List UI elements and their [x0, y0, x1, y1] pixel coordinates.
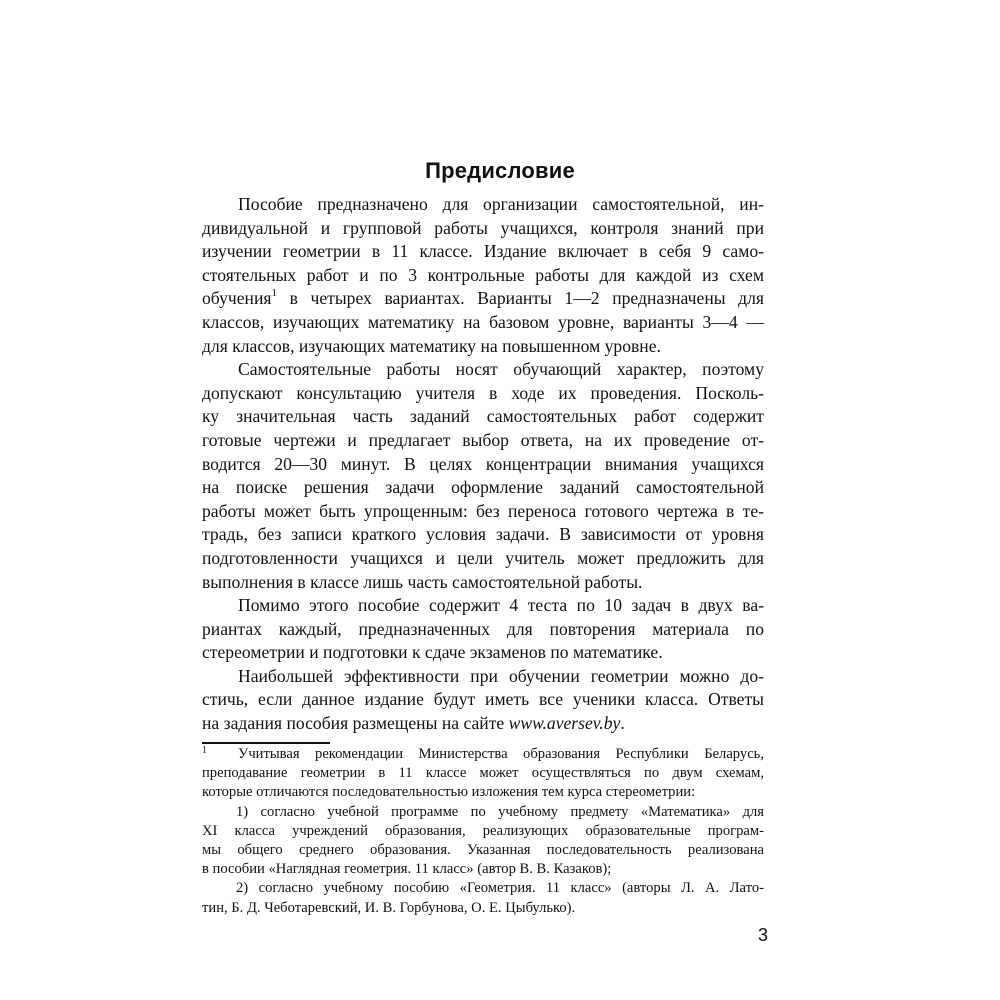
body-line: Самостоятельные работы носят обучающий характер, поэтому [238, 359, 764, 380]
website-address: www.aversev.by [508, 713, 621, 734]
body-text-fragment: на задания пособия размещены на сайте [202, 713, 509, 734]
body-line: Наибольшей эффективности при обучении геометрии можно до- [238, 665, 764, 686]
footnote-line: XI класса учреждений образования, реализующих образовательные програм- [202, 822, 764, 839]
body-line: Помимо этого пособие содержит 4 теста по 10 задач в двух ва- [238, 595, 764, 616]
body-line: Пособие предназначено для организации самостоятельной, ин- [238, 194, 764, 214]
body-line: работы может быть упрощенным: без переноса готового чертежа в те- [202, 500, 764, 521]
body-line: стоятельных работ и по 3 контрольные работы для каждой из схем [202, 264, 764, 285]
body-line: на поиске решения задачи оформление заданий самостоятельной [202, 477, 764, 498]
body-line: выполнения в классе лишь часть самостоятельной работы. [202, 571, 643, 592]
footnote-reference: 1 [271, 286, 277, 299]
body-line: стереометрии и подготовки к сдаче экзаменов по математике. [202, 642, 663, 663]
body-text-fragment: обучения [202, 288, 272, 309]
body-line: водится 20—30 минут. В целях концентрации внимания учащихся [202, 453, 764, 474]
body-line: допускают консультацию учителя в ходе их проведения. Посколь- [202, 382, 764, 403]
footnote-line: в пособии «Наглядная геометрия. 11 класс» (автор В. В. Казаков); [202, 861, 612, 878]
body-line: риантах каждый, предназначенных для повторения материала по [202, 618, 764, 639]
page-number: 3 [757, 925, 768, 945]
body-line-with-footnote-ref [202, 287, 764, 311]
body-line-with-website [202, 712, 764, 736]
body-line: ку значительная часть заданий самостоятельных работ содержит [202, 406, 764, 427]
page-title: Предисловие [425, 158, 575, 183]
body-line: подготовленности учащихся и цели учитель может предложить для [202, 547, 764, 568]
footnote-marker: 1 [202, 745, 207, 756]
footnote-text: Учитывая рекомендации Министерства образования Республики Беларусь, [238, 746, 764, 762]
body-line: стичь, если данное издание будут иметь все ученики класса. Ответы [202, 689, 764, 710]
footnote-line [202, 745, 764, 764]
footnote-line: 1) согласно учебной программе по учебному предмету «Математика» для [236, 803, 764, 820]
body-text-fragment: в четырех вариантах. Варианты 1—2 предназначены для [276, 288, 764, 309]
body-line: классов, изучающих математику на базовом уровне, варианты 3—4 — [202, 311, 764, 332]
footnote [202, 745, 764, 918]
footnote-line: преподавание геометрии в 11 классе может осуществляться по двум схемам, [202, 765, 764, 782]
body-text-fragment: . [620, 713, 625, 734]
footnote-line: которые отличаются последовательностью изложения тем курса стереометрии: [202, 784, 696, 801]
footnote-separator [202, 742, 330, 744]
body-line: дивидуальной и групповой работы учащихся, контроля знаний при [202, 217, 764, 238]
body-line: традь, без записи краткого условия задачи. В зависимости от уровня [202, 524, 764, 545]
body-line: изучении геометрии в 11 классе. Издание включает в себя 9 само- [202, 241, 764, 262]
body-line: для классов, изучающих математику на повышенном уровне. [202, 335, 661, 356]
footnote-line: мы общего среднего образования. Указанная последовательность реализована [202, 841, 764, 858]
preface-body [202, 193, 764, 736]
body-line: готовые чертежи и предлагает выбор ответа, на их проведение от- [202, 429, 764, 450]
footnote-line: 2) согласно учебному пособию «Геометрия. 11 класс» (авторы Л. А. Лато- [236, 880, 764, 897]
footnote-line: тин, Б. Д. Чеботаревский, И. В. Горбунова, О. Е. Цыбулько). [202, 899, 576, 916]
